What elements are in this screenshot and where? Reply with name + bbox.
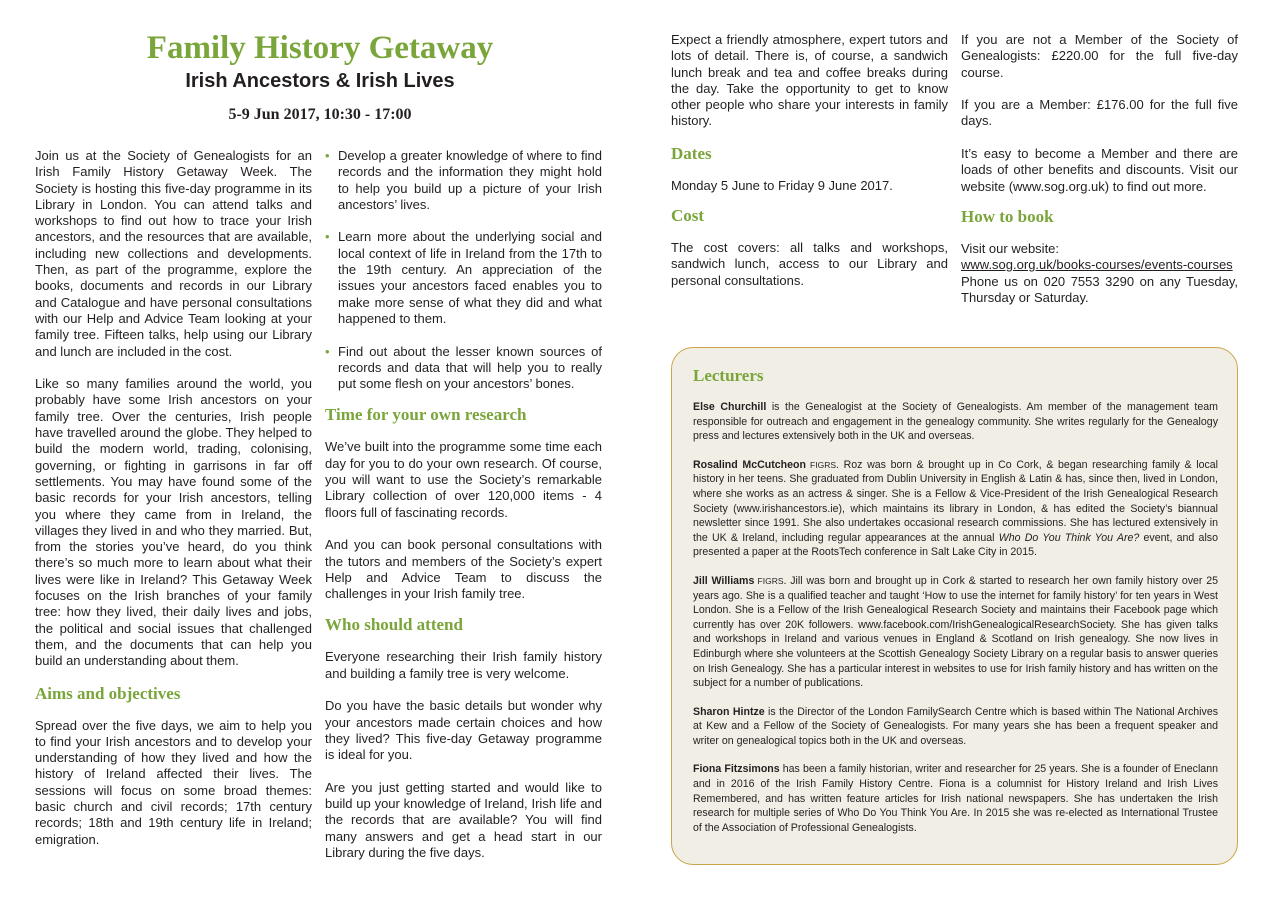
dates-text: Monday 5 June to Friday 9 June 2017. bbox=[671, 177, 893, 193]
column-2 bbox=[325, 148, 602, 861]
column-3 bbox=[671, 32, 948, 289]
page-title: Family History Getaway bbox=[146, 30, 494, 66]
visit-text: Visit our website: bbox=[961, 240, 1060, 256]
lecturer-name: Rosalind McCutcheon bbox=[693, 458, 806, 471]
expect-paragraph: Expect a friendly atmosphere, expert tutors and lots of detail. There is, of course, a sandwich lunch break and tea and coffee breaks during the day. Take the opportunity to get to know other people who share your interests in family history. bbox=[671, 32, 948, 129]
lecturer-bio: Fiona Fitzsimons has been a family historian, writer and researcher for 25 years. She is a founder of Eneclann and in 2016 of the Irish Family History Centre. Fiona is a columnist for History Ireland and Irish Lives Remembered, and has written feature articles for Irish national newspapers. She has undertaken the Irish research for multiple series of Who Do You Think You Are. In 2015 she was re-elected as International Trustee of the Association of Professional Genealogists. bbox=[693, 763, 1218, 834]
post-nominal: FIGRS bbox=[754, 575, 784, 586]
who-paragraph-3: Are you just getting started and would like to build up your knowledge of Ireland, Irish life and the records that are available? You will find many answers and get a head start in our Library during the five days. bbox=[325, 779, 602, 860]
event-date-line: 5-9 Jun 2017, 10:30 - 17:00 bbox=[228, 106, 412, 123]
lecturer-bio: Jill Williams FIGRS. Jill was born and brought up in Cork & started to research her own family history over 25 years ago. She is a qualified teacher and taught ‘How to use the internet for family history’ for ten years in West London. She is a Fellow of the Irish Genealogical Research Society and maintains their Facebook page which currently has over 20K followers. www.facebook.com/IrishGenealogicalResearchSociety. She has given talks and workshops in Ireland and various venues in England & Scotland on Irish genealogy. She now lives in Edinburgh where she volunteers at the Scottish Genealogy Society Library on a regular basis to answer queries on Irish Genealogy. She has a particular interest in websites to use for Irish family history and has written on the subject for a number of publications. bbox=[693, 574, 1218, 690]
aims-paragraph: Spread over the five days, we aim to help you to find your Irish ancestors and to develop your understanding of how they lived and how the history of Ireland affected their lives. The sessions will focus on some broad themes: basic church and civil records; 17th century records; 18th and 19th century life in Ireland; emigration. bbox=[35, 717, 312, 847]
who-heading: Who should attend bbox=[325, 615, 463, 635]
intro-paragraph: Join us at the Society of Genealogists for an Irish Family History Getaway Week. The Society is hosting this five-day programme in its Library in London. You can attend talks and workshops to find out how to trace your Irish ancestors, and the resources that are available, including new collections and developments. Then, as part of the programme, explore the books, documents and records in our Library and Catalogue and have personal consultations with our Help and Advice Team looking at your family tree. Fifteen talks, help using our Library and lunch are included in the cost. bbox=[35, 148, 312, 359]
bullet-icon: • bbox=[325, 343, 330, 359]
phone-text: Phone us on 020 7553 3290 on any Tuesday, Thursday or Saturday. bbox=[961, 273, 1238, 305]
lecturer-name: Sharon Hintze bbox=[693, 705, 765, 718]
member-price: If you are a Member: £176.00 for the full five days. bbox=[961, 97, 1238, 129]
dates-heading: Dates bbox=[671, 143, 712, 163]
time-paragraph-1: We’ve built into the programme some time each day for you to do your own research. Of course, you will want to use the Society’s remarkable Library collection of over 120,000 items - 4 floors full of fascinating records. bbox=[325, 439, 602, 520]
lecturer-bio: Sharon Hintze is the Director of the London FamilySearch Centre which is based within The National Archives at Kew and a Fellow of the Society of Genealogists. For many years she has been a frequent speaker and writer on genealogical topics both in the UK and overseas. bbox=[693, 705, 1219, 747]
column-4 bbox=[961, 32, 1238, 306]
lecturer-name: Jill Williams bbox=[693, 574, 755, 587]
objectives-list bbox=[325, 148, 602, 392]
list-item: • Develop a greater knowledge of where to find records and the information they might hold to help you build up a picture of your Irish ancestors’ lives. bbox=[325, 148, 602, 212]
families-paragraph: Like so many families around the world, you probably have some Irish ancestors on your family tree. Over the centuries, Irish people have travelled around the globe. They helped to build the modern world, trading, colonising, governing, or fighting in garrisons in far off settlements. You may have found some of the basic records for your Irish ancestors, telling you where they came from in Ireland, the villages they lived in and who they married. But, from the stories you’ve heard, do you think there’s so much more to learn about what their lives were like in Ireland? This Getaway Week focuses on the Irish branches of your family tree: how they lived, their daily lives and jobs, the political and social issues that challenged them, and the documents that can help you build an understanding about them. bbox=[35, 376, 312, 669]
lecturers-heading: Lecturers bbox=[693, 366, 764, 385]
lecturer-name: Else Churchill bbox=[693, 401, 767, 413]
bullet-icon: • bbox=[325, 148, 330, 163]
booking-link[interactable]: www.sog.org.uk/books-courses/events-courses bbox=[961, 257, 1233, 273]
aims-heading: Aims and objectives bbox=[35, 683, 181, 703]
list-item: • Find out about the lesser known sources of records and data that will help you to really put some flesh on your ancestors’ bones. bbox=[325, 343, 602, 392]
who-paragraph-1: Everyone researching their Irish family history and building a family tree is very welcome. bbox=[325, 649, 602, 681]
time-paragraph-2: And you can book personal consultations with the tutors and members of the Society’s expert Help and Advice Team to discuss the challenges in your Irish family tree. bbox=[325, 537, 602, 602]
page-subtitle: Irish Ancestors & Irish Lives bbox=[185, 70, 455, 92]
who-paragraph-2: Do you have the basic details but wonder why your ancestors made certain choices and how they lived? This five-day Getaway programme is ideal for you. bbox=[325, 698, 602, 763]
lecturer-name: Fiona Fitzsimons bbox=[693, 763, 780, 776]
list-item: • Learn more about the underlying social and local context of life in Ireland from the 17th to the 19th century. An appreciation of the issues your ancestors faced enables you to make more sense of what they did and what happened to them. bbox=[325, 229, 602, 326]
column-1 bbox=[35, 148, 312, 848]
cost-heading: Cost bbox=[671, 206, 705, 226]
time-heading: Time for your own research bbox=[325, 405, 527, 425]
lecturer-bio: Rosalind McCutcheon FIGRS. Roz was born & brought up in Co Cork, & began researching family & local history in her teens. She graduated from Dublin University in English & Latin & has, since then, lived in London, where she works as an actress & singer. She is a Fellow & Vice-President of the Irish Genealogical Research Society (www.irishancestors.ie), which maintains its library in London, & has edited the Society’s biannual newsletter since 1991. She also undertakes occasional research commissions. She has lectured extensively in the UK & Ireland, including regular appearances at the annual Who Do You Think You Are? event, and also presented a paper at the RootsTech conference in Salt Lake City in 2015. bbox=[693, 458, 1219, 559]
bullet-icon: • bbox=[325, 229, 330, 245]
nonmember-price: If you are not a Member of the Society of Genealogists: £220.00 for the full five-day course. bbox=[961, 32, 1238, 80]
booking-heading: How to book bbox=[961, 206, 1054, 226]
lecturer-bio: Else Churchill is the Genealogist at the Society of Genealogists. Am member of the management team responsible for outreach and engagement in the genealogy community. She writes regularly for the Genealogy press and lectures extensively both in the UK and overseas. bbox=[693, 401, 1218, 443]
cost-text: The cost covers: all talks and workshops, sandwich lunch, access to our Library and personal consultations. bbox=[671, 240, 948, 288]
membership-info: It’s easy to become a Member and there are loads of other benefits and discounts. Visit our website (www.sog.org.uk) to find out more. bbox=[961, 146, 1238, 194]
post-nominal: FIGRS bbox=[805, 459, 837, 470]
lecturers-box bbox=[671, 347, 1238, 865]
